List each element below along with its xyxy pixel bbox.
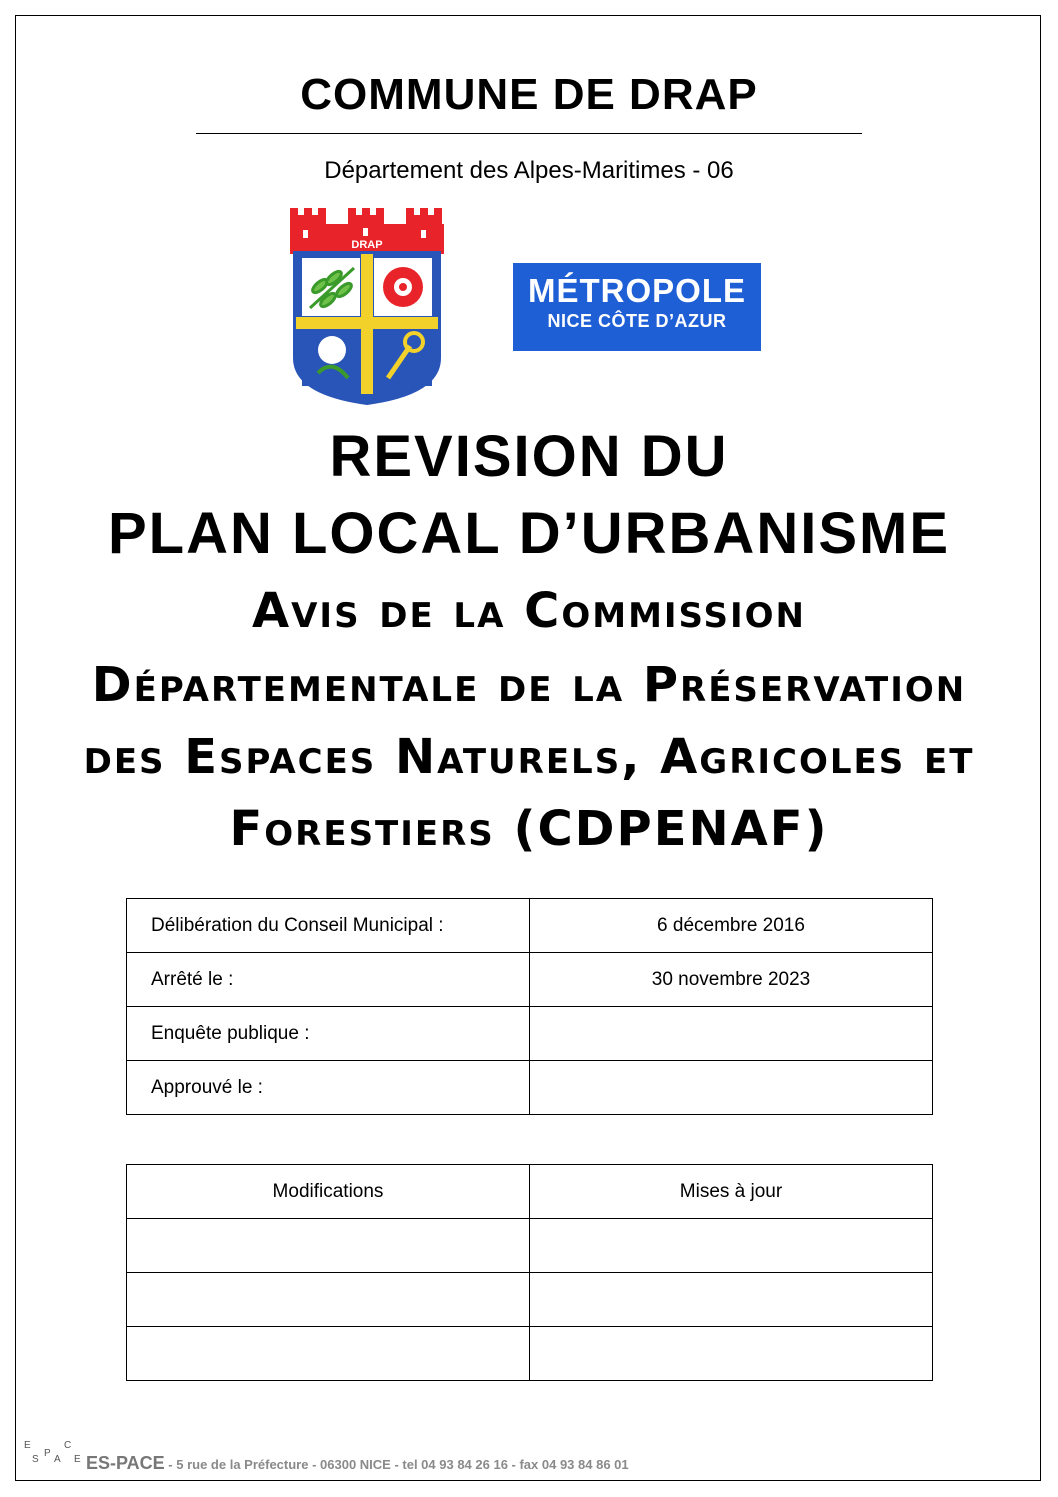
- commune-title: COMMUNE DE DRAP: [300, 70, 758, 119]
- procedure-value: [530, 1007, 933, 1061]
- metropole-line2: NICE CÔTE D’AZUR: [547, 311, 727, 331]
- table-row: [127, 1007, 933, 1061]
- main-title-line2: PLAN LOCAL D’URBANISME: [107, 501, 951, 566]
- procedure-label: Approuvé le :: [127, 1061, 530, 1115]
- logo-letter: S: [32, 1454, 39, 1465]
- table-cell: [530, 1327, 933, 1381]
- modifications-header: Modifications: [127, 1165, 530, 1219]
- table-cell: [127, 1219, 530, 1273]
- main-title-line1: REVISION DU: [329, 424, 729, 489]
- crest-label: DRAP: [351, 239, 383, 251]
- drap-crest-logo: [288, 208, 446, 406]
- footer: [22, 1440, 822, 1472]
- logo-letter: E: [74, 1454, 81, 1465]
- procedure-table: [126, 898, 933, 1115]
- table-cell: [127, 1327, 530, 1381]
- subtitle-line4: Forestiers (CDPENAF): [229, 801, 829, 857]
- logo-letter: C: [64, 1440, 72, 1451]
- metropole-line1: MÉTROPOLE: [527, 272, 746, 309]
- subtitle-line1: Avis de la Commission: [251, 583, 807, 639]
- logo-letter: E: [24, 1440, 31, 1451]
- table-row: [127, 1273, 933, 1327]
- espace-logo: [22, 1440, 82, 1472]
- metropole-logo: [513, 263, 761, 351]
- table-row: [127, 953, 933, 1007]
- table-row: [127, 1061, 933, 1115]
- logo-letter: A: [54, 1454, 61, 1465]
- footer-brand: ES-PACE: [86, 1453, 165, 1473]
- procedure-label: Arrêté le :: [127, 953, 530, 1007]
- logo-letter: P: [44, 1448, 51, 1459]
- procedure-label: Délibération du Conseil Municipal :: [127, 899, 530, 953]
- table-cell: [127, 1273, 530, 1327]
- table-row: [127, 1219, 933, 1273]
- table-header-row: [127, 1165, 933, 1219]
- modifications-table: [126, 1164, 933, 1381]
- footer-address: - 5 rue de la Préfecture - 06300 NICE - tel 04 93 84 26 16 - fax 04 93 84 86 01: [164, 1457, 629, 1472]
- departement-label: Département des Alpes-Maritimes - 06: [324, 157, 734, 184]
- subtitle-line3: des Espaces Naturels, Agricoles et: [83, 729, 975, 785]
- title-divider: [196, 133, 862, 134]
- table-cell: [530, 1219, 933, 1273]
- footer-contact: [86, 1453, 629, 1474]
- mises-a-jour-header: Mises à jour: [530, 1165, 933, 1219]
- table-row: [127, 899, 933, 953]
- procedure-label: Enquête publique :: [127, 1007, 530, 1061]
- table-cell: [530, 1273, 933, 1327]
- table-row: [127, 1327, 933, 1381]
- procedure-value: [530, 1061, 933, 1115]
- procedure-value: 30 novembre 2023: [530, 953, 933, 1007]
- procedure-value: 6 décembre 2016: [530, 899, 933, 953]
- subtitle-line2: Départementale de la Préservation: [91, 657, 967, 713]
